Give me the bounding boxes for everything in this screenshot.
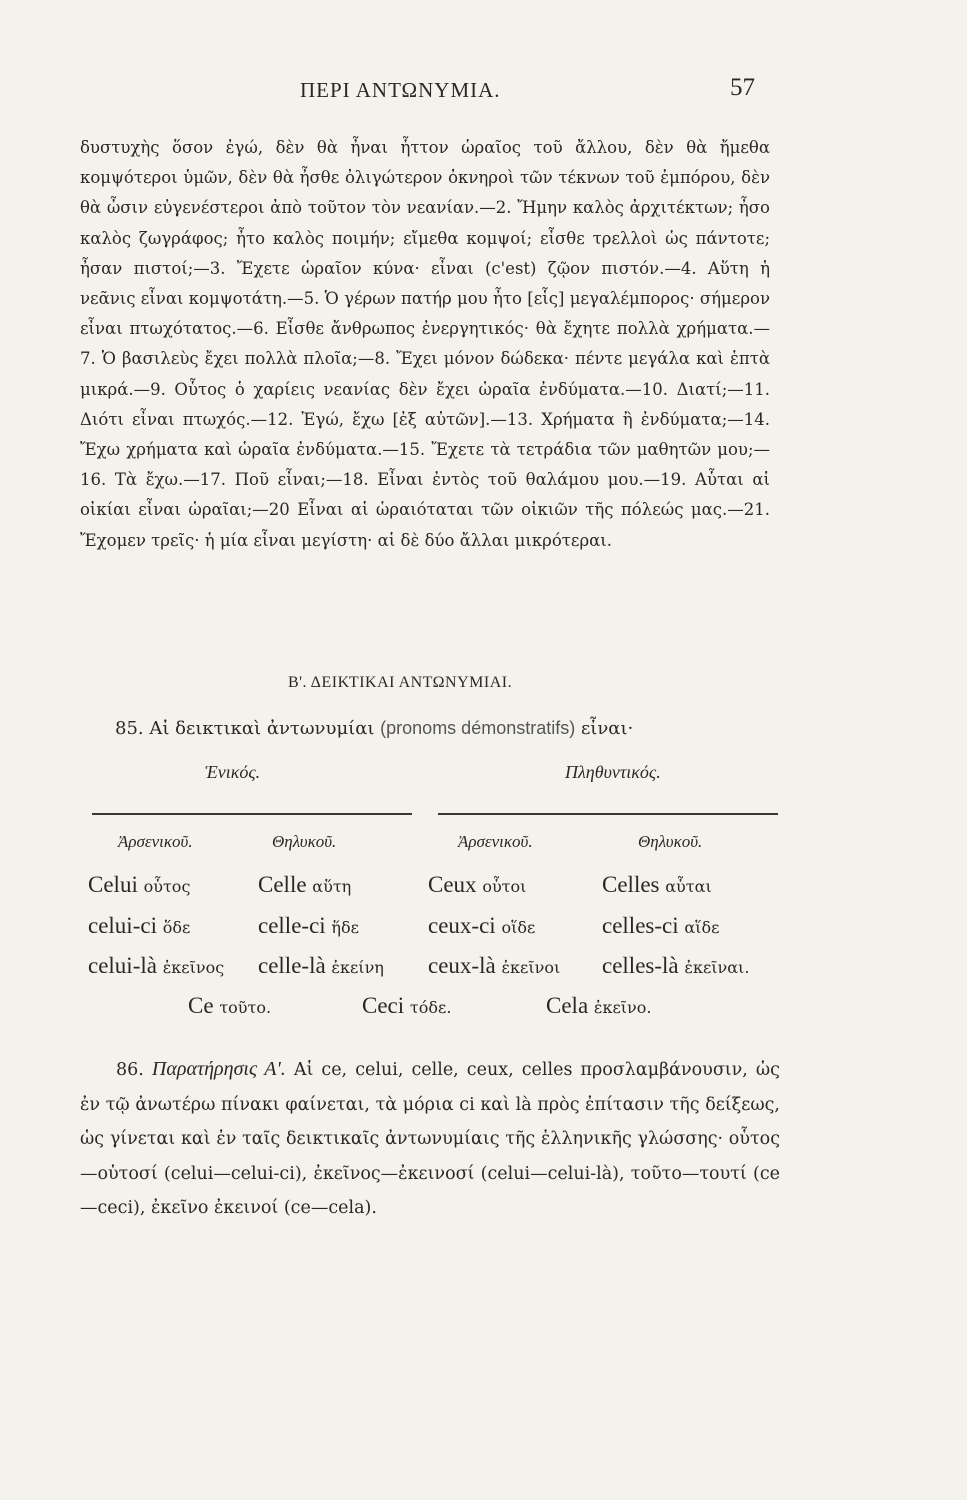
french-gloss: (pronoms démonstratifs)	[380, 718, 576, 738]
table-cell: Celle αὕτη	[258, 872, 352, 897]
running-head: ΠΕΡΙ ΑΝΤΩΝΥΜΙΑ.	[300, 78, 501, 102]
table-cell: ceux-ci οἵδε	[428, 913, 536, 938]
page-number: 57	[730, 74, 755, 101]
table-cell: ceux-là ἐκεῖνοι	[428, 953, 561, 978]
rule-singular	[92, 813, 412, 815]
paragraph-number: 86.	[116, 1060, 144, 1080]
plural-label: Πληθυντικός.	[565, 762, 661, 782]
paragraph-text: Αἱ δεικτικαὶ ἀντωνυμίαι	[149, 718, 375, 739]
exercise-text: δυστυχὴς ὅσον ἐγώ, δὲν θὰ ἦναι ἧττον ὡραῖος τοῦ ἄλλου, δὲν θὰ ἤμεθα κομψότεροι ὑμῶν, δὲν θὰ ἦσθε ὀλιγώτερον ὀκνηροὶ τῶν τέκνων τοῦ ἐμπόρου, δὲν θὰ ὦσιν εὐγενέστεροι ἀπὸ τοῦτον τὸν νεανίαν.—2. Ἤμην καλὸς ἀρχιτέκτων; ἦσο καλὸς ζωγράφος; ἦτο καλὸς ποιμήν; εἴμεθα κομψοί; εἶσθε τρελλοὶ ὡς πάντοτε; ἦσαν πιστοί;—3. Ἔχετε ὡραῖον κύνα· εἶναι (c'est) ζῷον πιστόν.—4. Αὕτη ἡ νεᾶνις εἶναι κομψοτάτη.—5. Ὁ γέρων πατήρ μου ἦτο [εἷς] μεγαλέμπορος· σήμερον εἶναι πτωχότατος.—6. Εἶσθε ἄνθρωπος ἐνεργητικός· θὰ ἔχητε πολλὰ χρήματα.—7. Ὁ βασιλεὺς ἔχει πολλὰ πλοῖα;—8. Ἔχει μόνον δώδεκα· πέντε μεγάλα καὶ ἑπτὰ μικρά.—9. Οὗτος ὁ χαρίεις νεανίας δὲν ἔχει ὡραῖα ἐνδύματα.—10. Διατί;—11. Διότι εἶναι πτωχός.—12. Ἐγώ, ἔχω [ἐξ αὐτῶν].—13. Χρήματα ἢ ἐνδύματα;—14. Ἔχω χρήματα καὶ ὡραῖα ἐνδύματα.—15. Ἔχετε τὰ τετράδια τῶν μαθητῶν μου;—16. Τὰ ἔχω.—17. Ποῦ εἶναι;—18. Εἶναι ἐντὸς τοῦ θαλάμου μου.—19. Αὗται αἱ οἰκίαι εἶναι ὡραῖαι;—20 Εἶναι αἱ ὡραιόταται τῶν οἰκιῶν τῆς πόλεώς μας.—21. Ἔχομεν τρεῖς· ἡ μία εἶναι μεγίστη· αἱ δὲ δύο ἄλλαι μικρότεραι.	[80, 138, 770, 550]
singular-label: Ἑνικός.	[205, 762, 261, 782]
paragraph-86	[80, 1052, 780, 1226]
table-cell-neuter: Ceci τόδε.	[362, 993, 452, 1018]
rule-plural	[438, 813, 778, 815]
table-cell-neuter: Ce τοῦτο.	[188, 993, 272, 1018]
table-cell: celui-là ἐκεῖνος	[88, 953, 225, 978]
table-cell: celles-ci αἵδε	[602, 913, 720, 938]
table-cell: celles-là ἐκεῖναι.	[602, 953, 750, 978]
table-cell: celle-là ἐκείνη	[258, 953, 384, 978]
table-cell: Celles αὗται	[602, 872, 712, 897]
section-heading: Β'. ΔΕΙΚΤΙΚΑΙ ΑΝΤΩΝΥΜΙΑΙ.	[288, 674, 513, 691]
col-label-masc-singular: Ἀρσενικοῦ.	[118, 832, 193, 851]
table-cell: celui-ci ὅδε	[88, 913, 191, 938]
paragraph-title: Παρατήρησις Α'.	[151, 1058, 286, 1080]
paragraph-number: 85.	[115, 718, 144, 739]
paragraph-85	[115, 718, 633, 739]
table-cell: Celui οὗτος	[88, 872, 191, 897]
col-label-fem-singular: Θηλυκοῦ.	[272, 832, 337, 851]
col-label-masc-plural: Ἀρσενικοῦ.	[458, 832, 533, 851]
paragraph-text: Αἱ ce, celui, celle, ceux, celles προσλαμβάνουσιν, ὡς ἐν τῷ ἀνωτέρω πίνακι φαίνεται, τὰ μόρια ci καὶ là πρὸς ἐπίτασιν τῆς δείξεως, ὡς γίνεται καὶ ἐν ταῖς δεικτικαῖς ἀντωνυμίαις τῆς ἑλληνικῆς γλώσσης· οὗτος—οὑτοσί (celui—celui-ci), ἐκεῖνος—ἐκεινοσί (celui—celui-là), τοῦτο—τουτί (ce—ceci), ἐκεῖνο ἐκεινοί (ce—cela).	[80, 1060, 780, 1218]
paragraph-text-end: εἶναι·	[580, 718, 634, 739]
table-cell: celle-ci ἥδε	[258, 913, 359, 938]
col-label-fem-plural: Θηλυκοῦ.	[638, 832, 703, 851]
table-cell-neuter: Cela ἐκεῖνο.	[546, 993, 652, 1018]
table-cell: Ceux οὗτοι	[428, 872, 527, 897]
